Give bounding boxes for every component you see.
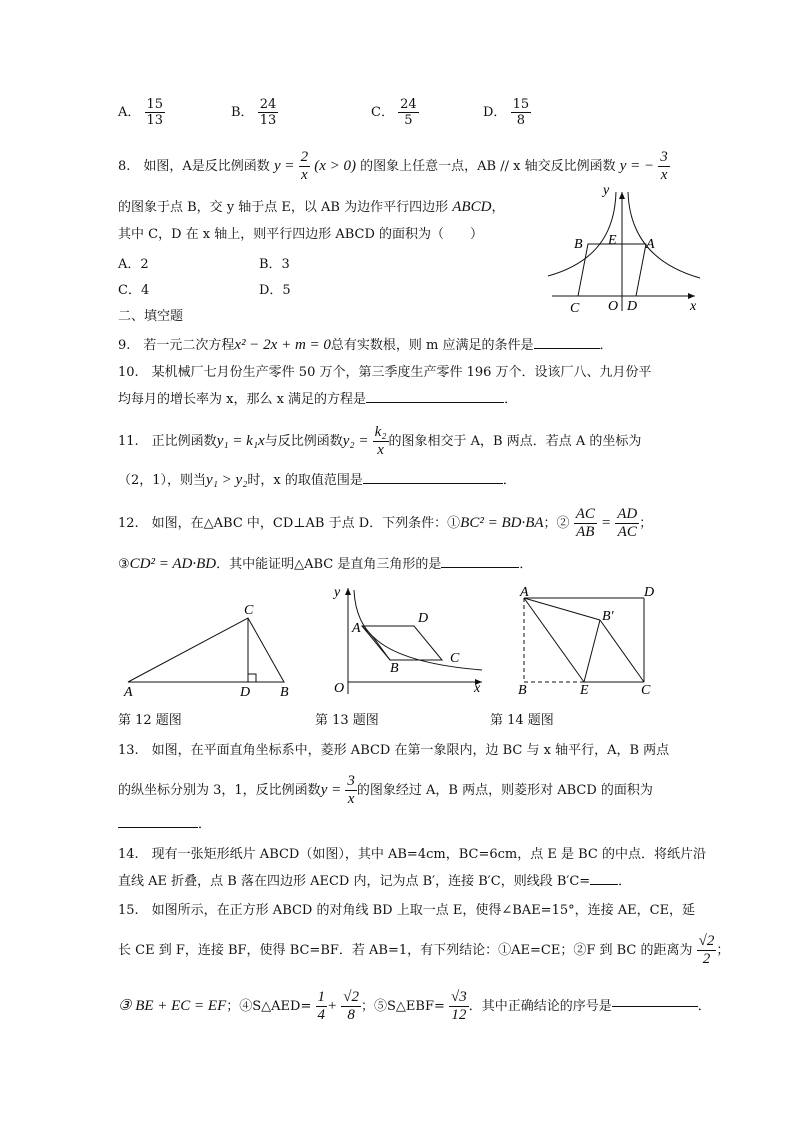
fig13-label-A: A xyxy=(352,621,361,636)
q15-frac-sqrt2-8: $\frac{√2}{8}$ xyxy=(343,989,360,1023)
q11-frac: $\frac{\text{k₂}}{x}$ xyxy=(374,424,387,458)
q8-option-d: D．5 xyxy=(259,283,291,298)
fig8-label-D: D xyxy=(627,299,638,314)
caption-fig12: 第 12 题图 xyxy=(118,713,182,728)
fig8-label-C: C xyxy=(570,301,580,316)
fig14-label-E: E xyxy=(580,683,589,696)
q15-line2: 长 CE 到 F，连接 BF，使得 BC=BF．若 AB=1，有下列结论：①AE=CE；②F 到 BC 的距离为 $\frac{√2}{2}$ ； xyxy=(118,933,730,967)
q7-a-fraction: $\frac{15}{13}$ xyxy=(146,97,164,128)
fig12-label-A: A xyxy=(124,685,133,700)
q8-figure xyxy=(540,186,705,316)
fig8-label-A: A xyxy=(646,237,655,252)
q8-option-b: B．3 xyxy=(259,257,290,272)
q9: 9. 若一元二次方程x² − 2x + m = 0总有实数根，则 m 应满足的条件是 ． xyxy=(118,337,613,353)
fig14-label-B: B xyxy=(518,683,527,696)
q15-frac-sqrt2-over-2: $\frac{√2}{2}$ xyxy=(698,933,715,967)
q14-line1: 14. 现有一张矩形纸片 ABCD（如图），其中 AB=4cm，BC=6cm，点 E 是 BC 的中点．将纸片沿 xyxy=(118,847,706,862)
q10-line2: 均每月的增长率为 x，那么 x 满足的方程是 ． xyxy=(118,392,518,407)
q15-line1: 15. 如图所示，在正方形 ABCD 的对角线 BD 上取一点 E，使得∠BAE=15°，连接 AE，CE，延 xyxy=(118,903,696,918)
q7-b-fraction: $\frac{24}{13}$ xyxy=(259,97,277,128)
q7-option-a: A． $\frac{15}{13}$ xyxy=(118,97,164,128)
q15-answer-blank[interactable] xyxy=(612,1006,698,1007)
q13-line1: 13. 如图，在平面直角坐标系中，菱形 ABCD 在第一象限内，边 BC 与 x 轴平行，A，B 两点 xyxy=(118,743,670,758)
fig13-label-B: B xyxy=(390,661,399,676)
q11-line1: 11. 正比例函数y₁ = k₁x与反比例函数y₂ = $\frac{\text{k₂}}{x}$ 的图象相交于 A，B 两点．若点 A 的坐标为 xyxy=(118,424,642,458)
caption-fig13: 第 13 题图 xyxy=(315,713,379,728)
q13-answer: ． xyxy=(118,818,211,831)
q8-option-c: C．4 xyxy=(118,283,150,298)
fig8-label-x: x xyxy=(690,299,697,314)
q10-answer-blank[interactable] xyxy=(366,402,504,403)
q13-frac: $\frac{3}{x}$ xyxy=(347,773,355,807)
q14-figure xyxy=(512,584,662,696)
fig8-label-E: E xyxy=(608,233,617,248)
fig8-label-y: y xyxy=(603,186,610,198)
q15-frac-sqrt3-12: $\frac{√3}{12}$ xyxy=(451,989,467,1023)
q12-answer-blank[interactable] xyxy=(441,567,519,568)
q8-line2: 的图象于点 B，交 y 轴于点 E，以 AB 为边作平行四边形 ABCD， xyxy=(118,199,505,215)
fig13-label-D: D xyxy=(418,611,429,626)
q8-option-a: A．2 xyxy=(118,257,149,272)
fig13-label-C: C xyxy=(450,651,460,666)
q8-frac2: $\frac{3}{x}$ xyxy=(660,149,668,183)
fig13-label-y: y xyxy=(334,585,341,600)
q10-line1: 10. 某机械厂七月份生产零件 50 万个，第三季度生产零件 196 万个．设该厂八、九月份平 xyxy=(118,365,652,380)
q12-figure xyxy=(118,600,298,700)
q13-answer-blank[interactable] xyxy=(118,827,198,828)
fig8-label-B: B xyxy=(574,237,583,252)
q12-frac1: $\frac{AC}{AB}$ xyxy=(575,506,595,540)
q8-line1: 8. 如图，A是反比例函数 y = $\frac{2}{x}$ (x > 0) 的图象上任意一点，AB // x 轴交反比例函数 y = − $\frac{3}{x}$ xyxy=(118,149,668,183)
q8-frac1: $\frac{2}{x}$ xyxy=(300,149,309,183)
q7-option-c: C． $\frac{24}{5}$ xyxy=(371,97,417,128)
fig13-label-x: x xyxy=(474,681,481,696)
q8-line3: 其中 C，D 在 x 轴上，则平行四边形 ABCD 的面积为（ ） xyxy=(118,227,484,242)
q13-figure xyxy=(322,584,492,696)
q14-answer-blank[interactable] xyxy=(590,884,618,885)
fig12-label-D: D xyxy=(240,685,251,700)
fig14-label-D: D xyxy=(644,585,655,600)
fig14-label-C: C xyxy=(641,683,651,696)
q13-line2: 的纵坐标分别为 3，1，反比例函数y = $\frac{3}{x}$ 的图象经过 A，B 两点，则菱形对 ABCD 的面积为 xyxy=(118,773,653,807)
q7-c-fraction: $\frac{24}{5}$ xyxy=(400,97,417,128)
fig8-label-O: O xyxy=(608,299,619,314)
fig12-label-C: C xyxy=(244,603,254,618)
q15-line3: ③ BE + EC = EF；④S△AED= $\frac{1}{4}$ + $\frac{√2}{8}$ ；⑤S△EBF= $\frac{√3}{12}$ ．其中正确结论的序号是 ． xyxy=(118,989,711,1023)
q15-frac-1-4: $\frac{1}{4}$ xyxy=(317,989,326,1023)
q7-option-b: B． $\frac{24}{13}$ xyxy=(231,97,277,128)
fig13-label-O: O xyxy=(334,681,345,696)
q7-option-d: D． $\frac{15}{8}$ xyxy=(483,97,530,128)
section-fill-in-title: 二、填空题 xyxy=(118,309,184,324)
caption-fig14: 第 14 题图 xyxy=(490,713,554,728)
q12-line1: 12. 如图，在△ABC 中，CD⊥AB 于点 D．下列条件：①BC² = BD·BA；② $\frac{AC}{AB}$ = $\frac{AD}{AC}$ ； xyxy=(118,506,653,540)
q12-line2: ③CD² = AD·BD．其中能证明△ABC 是直角三角形的是 ． xyxy=(118,556,533,572)
q7-d-fraction: $\frac{15}{8}$ xyxy=(512,97,530,128)
fig14-label-A: A xyxy=(520,585,529,600)
q12-frac2: $\frac{AD}{AC}$ xyxy=(617,506,638,540)
q9-answer-blank[interactable] xyxy=(534,348,600,349)
q14-line2: 直线 AE 折叠，点 B 落在四边形 AECD 内，记为点 B′，连接 B′C，则线段 B′C= ． xyxy=(118,874,632,889)
q11-line2: （2，1），则当y₁ > y₂时，x 的取值范围是 ． xyxy=(118,472,516,488)
fig12-label-B: B xyxy=(280,685,289,700)
q11-answer-blank[interactable] xyxy=(363,483,503,484)
fig14-label-Bprime: B′ xyxy=(602,609,614,624)
